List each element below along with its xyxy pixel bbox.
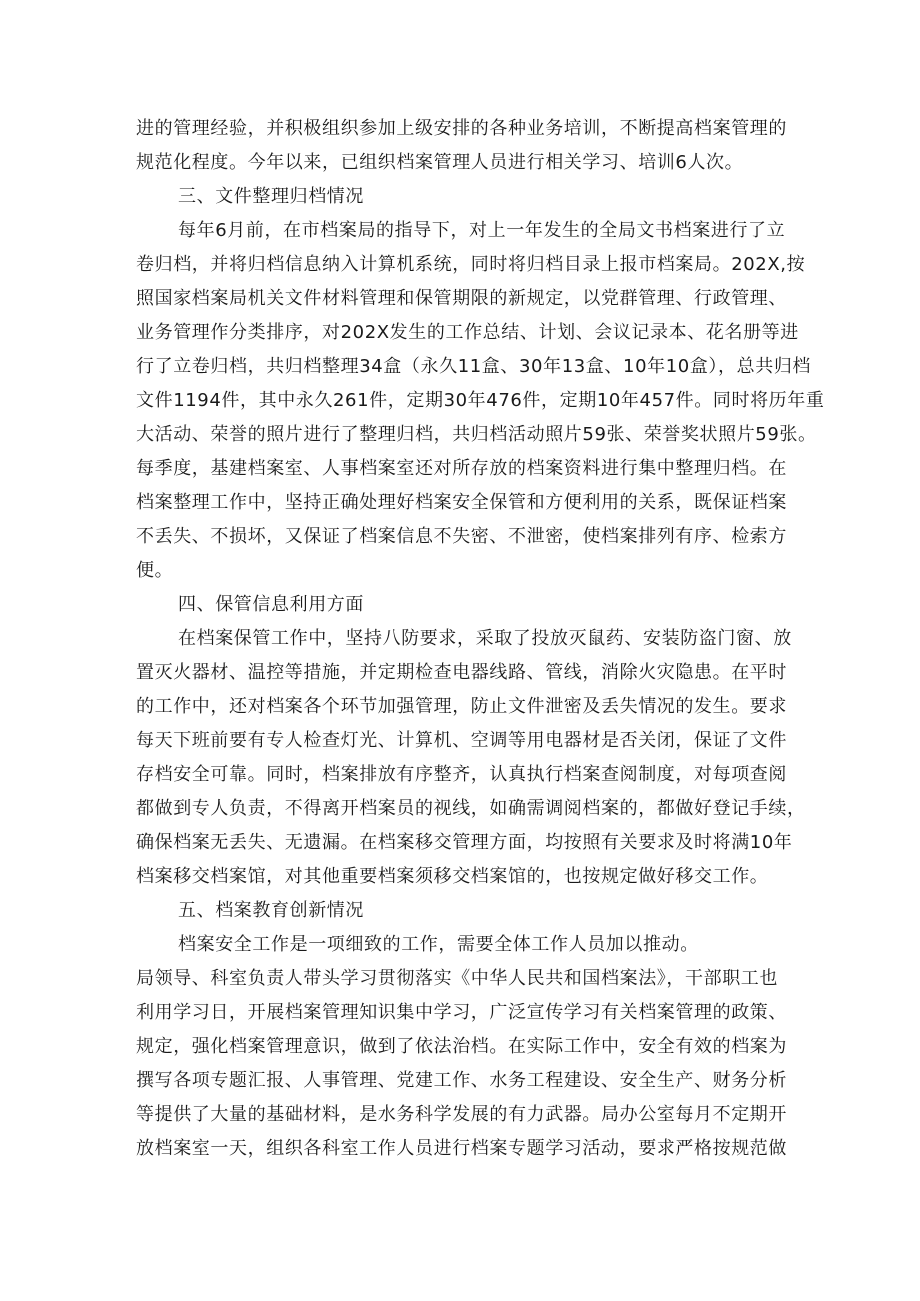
body-text-line: 照国家档案局机关文件材料管理和保管期限的新规定，以党群管理、行政管理、 [136, 288, 787, 309]
body-text-line: 进的管理经验，并积极组织参加上级安排的各种业务培训，不断提高档案管理的 [136, 118, 787, 139]
section-heading-3: 三、文件整理归档情况 [178, 186, 364, 207]
body-text-line: 规定，强化档案管理意识，做到了依法治档。在实际工作中，安全有效的档案为 [136, 1036, 787, 1057]
body-text-line: 撰写各项专题汇报、人事管理、党建工作、水务工程建设、安全生产、财务分析 [136, 1070, 787, 1091]
body-text-line: 利用学习日，开展档案管理知识集中学习，广泛宣传学习有关档案管理的政策、 [136, 1002, 787, 1023]
body-text-line: 卷归档，并将归档信息纳入计算机系统，同时将归档目录上报市档案局。202X,按 [136, 254, 806, 275]
body-text-line: 档案安全工作是一项细致的工作，需要全体工作人员加以推动。 [178, 934, 699, 955]
body-text-line: 局领导、科室负责人带头学习贯彻落实《中华人民共和国档案法》，干部职工也 [136, 968, 778, 989]
section-heading-5: 五、档案教育创新情况 [178, 900, 364, 921]
body-text-line: 每天下班前要有专人检查灯光、计算机、空调等用电器材是否关闭，保证了文件 [136, 730, 787, 751]
body-text-line: 规范化程度。今年以来，已组织档案管理人员进行相关学习、培训6人次。 [136, 152, 744, 173]
body-text-line: 档案移交档案馆，对其他重要档案须移交档案馆的，也按规定做好移交工作。 [136, 866, 769, 887]
body-text-line: 放档案室一天，组织各科室工作人员进行档案专题学习活动，要求严格按规范做 [136, 1138, 787, 1159]
body-text-line: 确保档案无丢失、无遗漏。在档案移交管理方面，均按照有关要求及时将满10年 [136, 832, 793, 853]
body-text-line: 存档安全可靠。同时，档案排放有序整齐，认真执行档案查阅制度，对每项查阅 [136, 764, 787, 785]
body-text-line: 大活动、荣誉的照片进行了整理归档，共归档活动照片59张、荣誉奖状照片59张。 [136, 424, 817, 445]
body-text-line: 不丢失、不损坏，又保证了档案信息不失密、不泄密，使档案排列有序、检索方 [136, 526, 787, 547]
body-text-line: 便。 [136, 560, 174, 581]
body-text-line: 的工作中，还对档案各个环节加强管理，防止文件泄密及丢失情况的发生。要求 [136, 696, 787, 717]
body-text-line: 文件1194件，其中永久261件，定期30年476件，定期10年457件。同时将历年重 [136, 390, 825, 411]
body-text-line: 都做到专人负责，不得离开档案员的视线，如确需调阅档案的，都做好登记手续， [136, 798, 806, 819]
body-text-line: 每季度，基建档案室、人事档案室还对所存放的档案资料进行集中整理归档。在 [136, 458, 787, 479]
body-text-line: 行了立卷归档，共归档整理34盒（永久11盒、30年13盒、10年10盒），总共归档 [136, 356, 812, 377]
section-heading-4: 四、保管信息利用方面 [178, 594, 364, 615]
body-text-line: 每年6月前，在市档案局的指导下，对上一年发生的全局文书档案进行了立 [178, 220, 786, 241]
body-text-line: 业务管理作分类排序，对202X发生的工作总结、计划、会议记录本、花名册等进 [136, 322, 799, 343]
body-text-line: 档案整理工作中，坚持正确处理好档案安全保管和方便利用的关系，既保证档案 [136, 492, 787, 513]
body-text-line: 等提供了大量的基础材料，是水务科学发展的有力武器。局办公室每月不定期开 [136, 1104, 787, 1125]
body-text-line: 在档案保管工作中，坚持八防要求，采取了投放灭鼠药、安装防盗门窗、放 [178, 628, 792, 649]
body-text-line: 置灭火器材、温控等措施，并定期检查电器线路、管线，消除火灾隐患。在平时 [136, 662, 787, 683]
